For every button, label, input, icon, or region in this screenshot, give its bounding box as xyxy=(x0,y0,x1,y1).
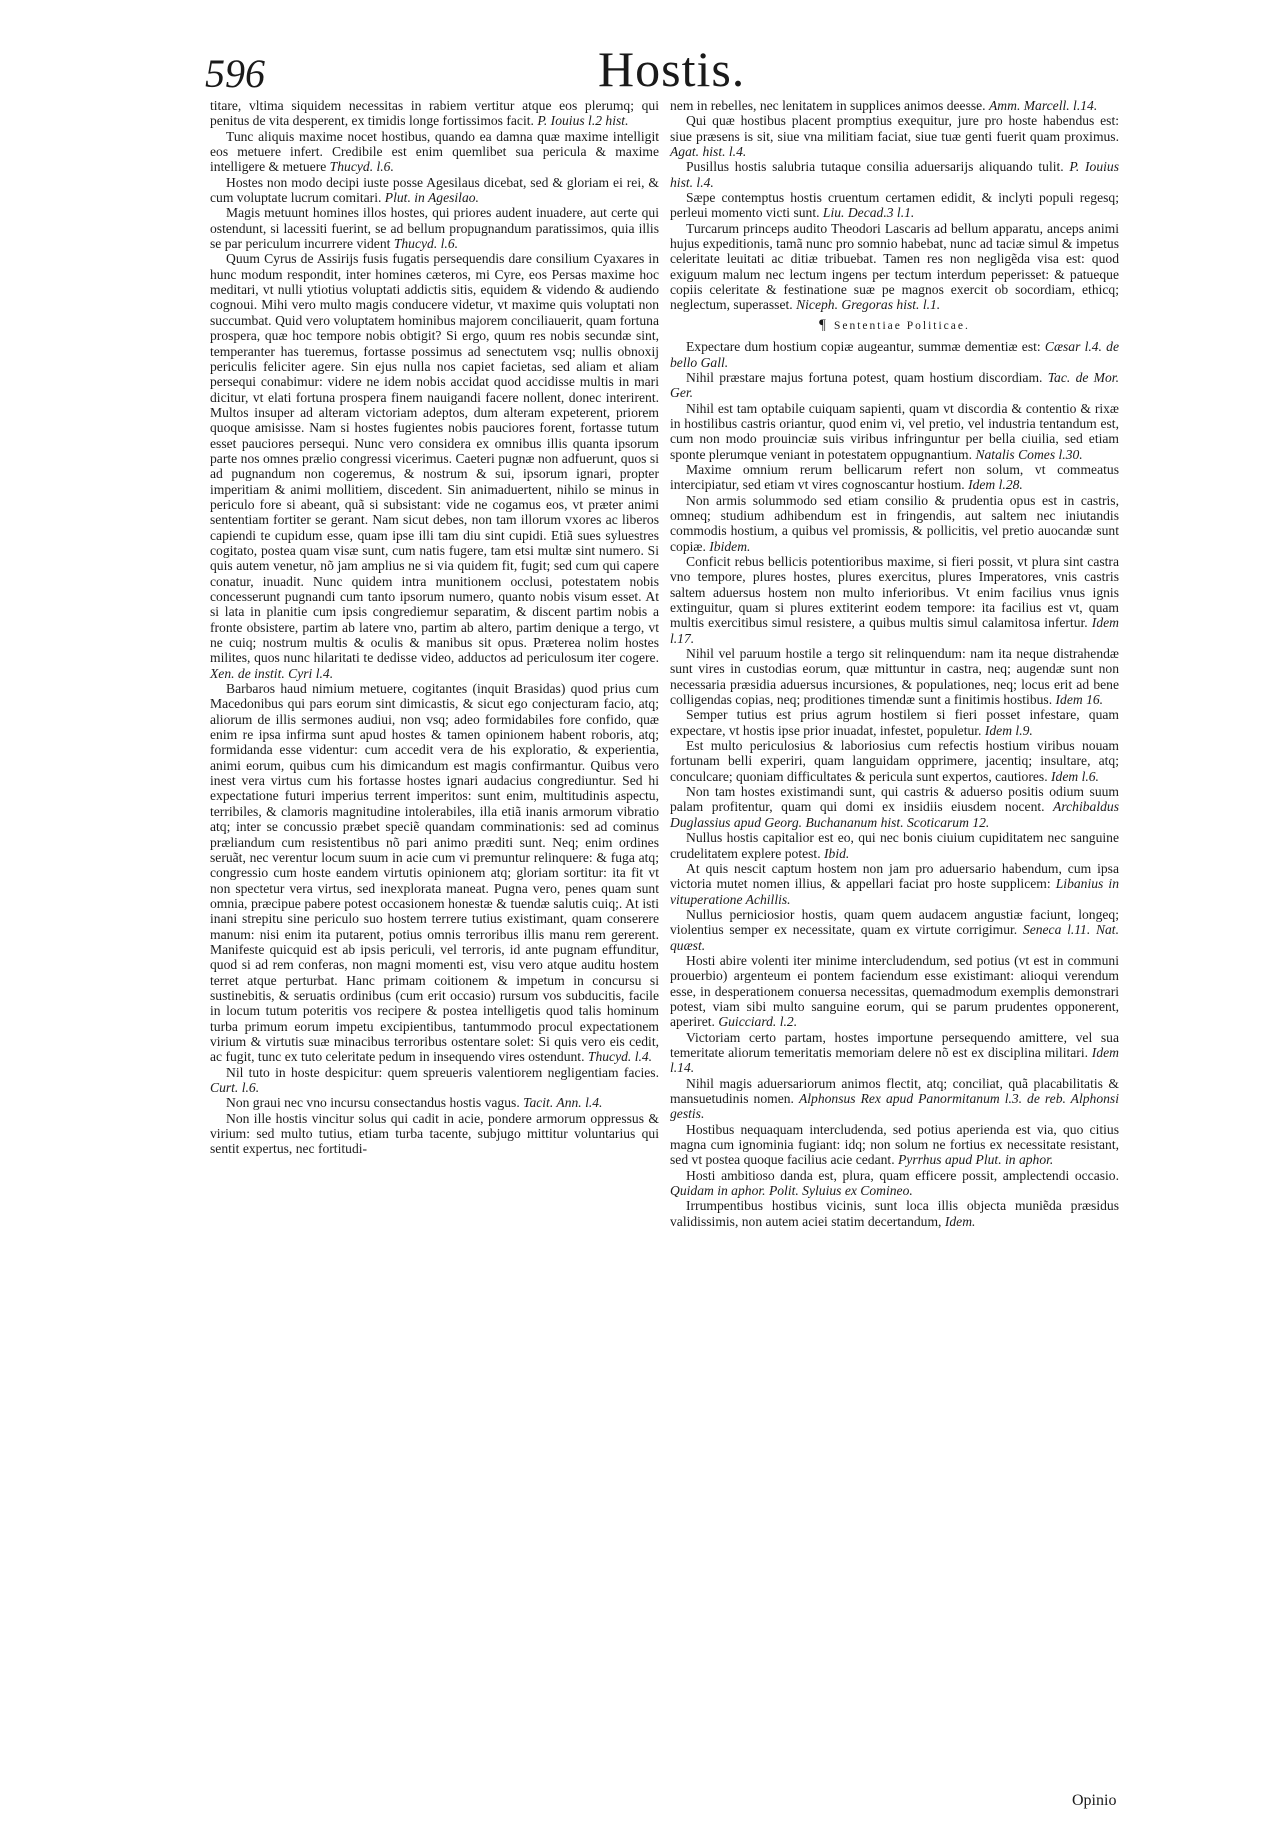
paragraph xyxy=(670,1198,1119,1229)
paragraph-text: Non ille hostis vincitur solus qui cadit in acie, pondere armorum oppressus & virium: sed multo tutius, etiam turba tacente, subjugo mittitur voluntarius qui sentit expertus, nec fortitudi- xyxy=(210,1110,659,1157)
paragraph-text: Qui quæ hostibus placent promptius exequitur, jure pro hoste habendus est: siue præsens is sit, siue vna militiam faciat, siue tuæ genti fuerit quam proximus. xyxy=(670,113,1119,144)
paragraph xyxy=(670,1076,1119,1122)
paragraph-text: Nihil vel paruum hostile a tergo sit relinquendum: nam ita neque distrahendæ sunt vires in custodias eorum, quæ mittuntur in castra, neq; augendæ sunt non necessaria præsidia aduersus incursiones, & populationes, neq; locus erit ad bene colligendas copias, neq; proditiones timendæ sunt a finitimis hostibus. xyxy=(670,646,1119,708)
paragraph-text: Expectare dum hostium copiæ augeantur, summæ dementiæ est: xyxy=(686,339,1041,355)
paragraph-text: Sæpe contemptus hostis cruentum certamen edidit, & inclyti populi regesq; perleui momento victi sunt. xyxy=(670,190,1119,221)
paragraph-text: Barbaros haud nimium metuere, cogitantes (inquit Brasidas) quod prius cum Macedonibus qui pars eorum sint dimicastis, & sicut ego conjecturam facio, atq; aliorum de illis sermones audiui, non vsq; adeo formidabiles fore confido, quæ enim re ipsa infirma sunt apud hostes & tamen opinionem habent roboris, atq; formidanda esse videntur: cum accedit vera de his exploratio, & experientia, animi eorum, quibus cum his dimicandum est magis confirmantur. Quibus vero inest vera virtus cum his fortasse hostes ignari audacius congrediuntur. Sed hi expectatione futuri imperius terrent imperitos: sunt enim, multitudinis aspectu, terribiles, & clamoris magnitudine intolerabiles, illa etiã inanis armorum vibratio atq; inter se concussio præbet speciẽ quandam comminationis: sed ad cominus præliandum cum resistentibus nõ pari animo præditi sunt. Neq; enim ordines seruãt, nec verentur locum suum in acie cum vi premuntur relinquere: & fuga atq; congressio cum hoste eandem virtutis opinionem atq; gloriam sortitur: ita fit vt non spectetur vera virtus, sed inexplorata maneat. Pugna vero, penes quam sunt omnia, præcipue pabere potest occasionem honestæ & tuendæ salutis cuiq;. At isti inani strepitu sine periculo suo hostem terrere tutius existimant, quam conserere manum: nisi enim ita putarent, potius omnis terroribus illis manu rem gererent. Manifeste quicquid est ab ipsis periculi, vel terroris, id ante pugnam effunditur, quod si ad rem conferas, non magni momenti est, visu vero atque auditu hostem terret atque perturbat. Hanc primam coitionem & impetum in concursu si sustinebitis, & seruatis ordinibus (cum erit occasio) rursum vos subducitis, facile in locum tutum poteritis vos recipere & postea intelligetis quod talis hominum turba primum eorum impetu excipientibus, tantummodo procul expectationem virium & virtutis suæ minacibus terroribus ostentare solet: Si quis vero eis cedit, ac fugit, tunc ex tuto celeritate pedum in insequendo vires ostendunt. xyxy=(210,681,659,1065)
paragraph xyxy=(670,159,1119,190)
paragraph-text: Quum Cyrus de Assirijs fusis fugatis persequendis dare consilium Cyaxares in hunc modum respondit, inter homines cæteros, mi Cyre, eos Persas maxime hoc meditari, vt nulli ytiotius voluptati addictis sitis, equidem & videndo & audiendo cognoui. Mihi vero multo magis conducere videtur, vt maxime quis voluptati non succumbat. Quid vero voluptatem hominibus majorem conciliauerit, quam fortuna prospera, quæ hoc tempore nobis obtigit? Si ergo, quum res nobis secundæ sint, temperanter has tueremus, fortasse possimus ad senectutem vsq; nullis obnoxij periculis feliciter agere. Sin ejus nulla nos capiet facietas, sed aliam et aliam persequi conabimur: videre ne idem nobis accidat quod accidisse multis in mari dicitur, vt elati fortuna prospera finem nauigandi facere nollent, donec interirent. Multos insuper ad alteram victoriam adeptos, dum alteram expeterent, priorem quoque amisisse. Nam si hostes fugientes nobis pauciores forent, fortasse tutum esset pauciores persequi. Nunc vero considera ex omnibus illis quanta ipsorum parte nos omnes prælio congressi vicerimus. Caeteri pugnæ non adfuerunt, quos si ad pugnandum non cogeremus, & nostrum & sui, ipsorum ignari, propter imperitiam & animi mollitiem, discedent. Sin animaduertent, nihilo se minus in periculo fore si abeant, quã si subsistant: vide ne cogamus eos, vt præter animi sententiam fortiter se gerant. Nam sicut debes, non tam illorum vxores ac liberos capiendi te cupidum esse, quam ipse illi tam diu sint cupidi. Etiã sues syluestres cogitato, postea quam visæ sunt, cum natis fugere, tam etsi multæ sint numero. Si quis autem venetur, nõ jam amplius ne si via quidem fit, fugit; sed cum qui capere conatur, inuadit. Nunc quidem intra munitionem occlusi, potestatem nobis concesserunt pugnandi cum tanto ipsorum numero, quanto nobis visum esset. At si lata in planitie cum ipsis congrediemur separatim, & discent partim nobis a fronte obsistere, partim ab latere vno, partim ab altero, partim denique a tergo, vt ne cuiq; nostrum multis & oculis & manibus sit opus. Præterea nolim hostes milites, quos nunc hilaritati te dedisse video, adductos ad periculosum iter cogere. xyxy=(210,251,659,666)
source-citation: Idem l.14. xyxy=(670,1044,1119,1076)
section-heading-text: Sententiae Politicae. xyxy=(833,319,970,332)
paragraph xyxy=(210,205,659,251)
source-citation: Xen. de instit. Cyri l.4. xyxy=(210,665,334,681)
paragraph-text: Nihil est tam optabile cuiquam sapienti, quam vt discordia & contentio & rixæ in hostilibus castris oriantur, quod enim vi, vel pretio, vel industria tentandum est, cum non modo prouinciæ suis viribus infringuntur per bella ciuilia, sed etiam sponte plerumque veniant in potestatem oppugnantium. xyxy=(670,400,1119,462)
catchword: Opinio xyxy=(1072,1792,1117,1809)
paragraph xyxy=(210,175,659,206)
paragraph-text: Est multo periculosius & laboriosius cum refectis hostium viribus nouam fortunam belli experiri, quam languidam opprimere, jacentiq; insultare, atq; conculcare; quoniam difficultates & pericula sunt expertos, cautiores. xyxy=(670,738,1119,784)
source-citation: Ibid. xyxy=(824,845,850,861)
source-citation: Idem 16. xyxy=(1055,692,1104,708)
paragraph-text: Non armis solummodo sed etiam consilio & prudentia opus est in castris, omneq; studium adhibendum est in fringendis, aut saltem nec iniutandis commodis hostium, a quibus vel promissis, & pollicitis, vel pretio auocandæ sunt copiæ. xyxy=(670,492,1119,554)
paragraph xyxy=(670,707,1119,738)
paragraph xyxy=(670,113,1119,159)
page-number: 596 xyxy=(205,51,265,96)
source-citation: Tacit. Ann. l.4. xyxy=(523,1095,603,1111)
source-citation: Ibidem. xyxy=(709,538,751,554)
paragraph-text: Non graui nec vno incursu consectandus hostis vagus. xyxy=(226,1095,520,1111)
paragraph-text: Tunc aliquis maxime nocet hostibus, quando ea damna quæ maxime intelligit eos metuere infert. Credibile est enim quemlibet sua pericula & maxime intelligere & metuere xyxy=(210,128,659,175)
source-citation: Archibaldus Duglassius apud Georg. Buchananum hist. Scoticarum 12. xyxy=(670,799,1119,830)
paragraph-text: titare, vltima siquidem necessitas in rabiem vertitur atque eos plerumq; qui penitus de vita desperent, ex timidis longe fortissimos facit. xyxy=(210,98,659,129)
paragraph xyxy=(670,907,1119,953)
source-citation: Thucyd. l.6. xyxy=(393,236,459,252)
running-head: Hostis. xyxy=(598,41,746,97)
paragraph xyxy=(670,861,1119,907)
right-column xyxy=(670,98,1119,1229)
paragraph-text: Hosti ambitioso danda est, plura, quam efficere possit, amplectendi occasio. xyxy=(686,1167,1119,1183)
source-citation: Libanius in vituperatione Achillis. xyxy=(670,876,1119,907)
paragraph xyxy=(670,221,1119,313)
source-citation: Tac. de Mor. Ger. xyxy=(670,369,1119,401)
paragraph xyxy=(670,784,1119,830)
paragraph-text: Maxime omnium rerum bellicarum refert non solum, vt commeatus intercipiatur, sed etiam vt vires cognoscantur hostium. xyxy=(670,461,1119,493)
paragraph-text: Pusillus hostis salubria tutaque consilia aduersarijs aliquando tulit. xyxy=(686,159,1064,175)
source-citation: Amm. Marcell. l.14. xyxy=(989,98,1098,113)
paragraph-text: Conficit rebus bellicis potentioribus maxime, si fieri possit, vt plura sint castra vno tempore, plures hostes, plures exercitus, plures Imperatores, vnis castris saltem aduersus hostem non multo inferioribus. Vt enim facilius vnus ignis extinguitur, quam si plures extiterint eodem tempore: ita facilius est vt, quam multis exercitibus simul resistere, a quibus multis simul calamitosa infertur. xyxy=(670,553,1119,631)
paragraph-text: Victoriam certo partam, hostes importune persequendo amittere, vel sua temeritate aliorum temeritatis memoriam delere nõ est ex disciplina militari. xyxy=(670,1029,1119,1060)
source-citation: Plut. in Agesilao. xyxy=(384,190,479,206)
paragraph-mark: ¶ xyxy=(819,316,826,333)
paragraph xyxy=(670,190,1119,221)
paragraph xyxy=(210,1095,659,1110)
source-citation: Seneca l.11. Nat. quæst. xyxy=(670,922,1119,953)
paragraph xyxy=(210,1111,659,1157)
source-citation: Curt. l.6. xyxy=(210,1080,260,1095)
source-citation: P. Iouius hist. l.4. xyxy=(670,159,1119,190)
paragraph xyxy=(670,1168,1119,1199)
source-citation: Idem l.17. xyxy=(670,615,1119,646)
paragraph-text: Nihil magis aduersariorum animos flectit, atq; conciliat, quã placabilitatis & mansuetudinis nomen. xyxy=(670,1075,1119,1106)
paragraph-text: Nullus perniciosior hostis, quam quem audacem angustiæ faciunt, longeq; violentius semper ex necessitate, quam ex virtute corrigimur. xyxy=(670,906,1119,938)
paragraph xyxy=(670,401,1119,462)
paragraph xyxy=(670,1122,1119,1168)
paragraph xyxy=(670,554,1119,646)
source-citation: Thucyd. l.6. xyxy=(329,159,394,175)
paragraph-text: Nihil præstare majus fortuna potest, quam hostium discordiam. xyxy=(686,369,1043,385)
paragraph xyxy=(210,1065,659,1096)
source-citation: Natalis Comes l.30. xyxy=(975,446,1083,462)
source-citation: P. Iouius l.2 hist. xyxy=(537,113,629,129)
paragraph xyxy=(670,646,1119,707)
source-citation: Cæsar l.4. de bello Gall. xyxy=(670,339,1119,370)
paragraph-text: Hosti abire volenti iter minime intercludendum, sed potius (vt est in communi prouerbio) argenteum ei pontem faciendum esse existimant: alioqui verendum esse, in desperationem conuersa necessitas, quemadmodum exemplis demonstrari potest, viam sibi multo sanguine eorum, qui se parum prudentes opponerent, aperiret. xyxy=(670,952,1119,1030)
paragraph-text: Nil tuto in hoste despicitur: quem spreueris valentiorem negligentiam facies. xyxy=(226,1064,659,1080)
source-citation: Idem l.28. xyxy=(968,477,1023,493)
source-citation: Idem. xyxy=(944,1213,976,1229)
source-citation: Agat. hist. l.4. xyxy=(670,144,747,160)
paragraph-text: Irrumpentibus hostibus vicinis, sunt loca illis objecta muniẽda præsidus validissimis, non autem aciei statim decertandum, xyxy=(670,1198,1119,1229)
paragraph-text: Magis metuunt homines illos hostes, qui priores audent inuadere, aut certe qui ostendunt, si lacessiti fuerint, se ad bellum propugnandum paratissimos, quia illis se par periculum incurrere vident xyxy=(210,205,659,252)
paragraph xyxy=(670,98,1119,113)
paragraph-text: Semper tutius est prius agrum hostilem si fieri posset infestare, quam expectare, vt hostis ipse prior inuadat, infestet, populetur. xyxy=(670,707,1119,738)
source-citation: Guicciard. l.2. xyxy=(718,1014,798,1030)
paragraph-text: Non tam hostes existimandi sunt, qui castris & aduerso positis odium suum palam profitentur, quam qui domi ex insidiis eiusdem nocent. xyxy=(670,784,1119,815)
source-citation: Liu. Decad.3 l.1. xyxy=(822,205,915,221)
paragraph xyxy=(210,129,659,175)
source-citation: Quidam in aphor. Polit. Syluius ex Comineo. xyxy=(670,1183,913,1199)
paragraph xyxy=(670,370,1119,401)
paragraph xyxy=(670,830,1119,861)
paragraph xyxy=(670,462,1119,493)
paragraph-text: nem in rebelles, nec lenitatem in supplices animos deesse. xyxy=(670,98,986,113)
paragraph xyxy=(670,1030,1119,1076)
paragraph-text: Hostibus nequaquam intercludenda, sed potius aperienda est via, quo citius magna cum ignominia fugiant: idq; non solum ne fortius ex necessitate resistant, sed vt postea quoque facilius acie cedant. xyxy=(670,1121,1119,1168)
paragraph-text: Nullus hostis capitalior est eo, qui nec bonis ciuium cupiditatem nec sanguine crudelitatem explere potest. xyxy=(670,830,1119,861)
source-citation: Pyrrhus apud Plut. in aphor. xyxy=(898,1152,1054,1168)
source-citation: Idem l.9. xyxy=(984,722,1033,738)
paragraph-text: Turcarum princeps audito Theodori Lascaris ad bellum apparatu, anceps animi hujus expeditionis, tamã nunc pro somnio habebat, nunc ad taciæ simul & impetus celeritate leuitati ac ditiæ tribuebat. Tamen res non negligẽda visa est: quod exiguum malum nec lectum ingens per tectum interdum peperisset: & patueque copiis celeritate & festinatione suæ pe magnos exercit ob socordiam, ethicq; neglectum, superasset. xyxy=(670,220,1119,313)
source-citation: Alphonsus Rex apud Panormitanum l.3. de reb. Alphonsi gestis. xyxy=(670,1091,1119,1122)
left-column xyxy=(210,98,659,1157)
paragraph xyxy=(210,251,659,681)
paragraph xyxy=(670,339,1119,370)
source-citation: Niceph. Gregoras hist. l.1. xyxy=(796,297,941,313)
source-citation: Thucyd. l.4. xyxy=(587,1049,653,1065)
section-heading xyxy=(670,318,1119,334)
paragraph xyxy=(210,98,659,129)
paragraph xyxy=(210,681,659,1065)
paragraph xyxy=(670,738,1119,784)
source-citation: Idem l.6. xyxy=(1051,768,1099,784)
paragraph xyxy=(670,953,1119,1030)
paragraph-text: Hostes non modo decipi iuste posse Agesilaus dicebat, sed & gloriam ei rei, & cum voluptate lucrum comitari. xyxy=(210,174,659,206)
paragraph xyxy=(670,493,1119,554)
paragraph-text: At quis nescit captum hostem non jam pro aduersario habendum, cum ipsa victoria mutet nomen illius, & appellari faciat pro hoste supplicem: xyxy=(670,860,1119,892)
